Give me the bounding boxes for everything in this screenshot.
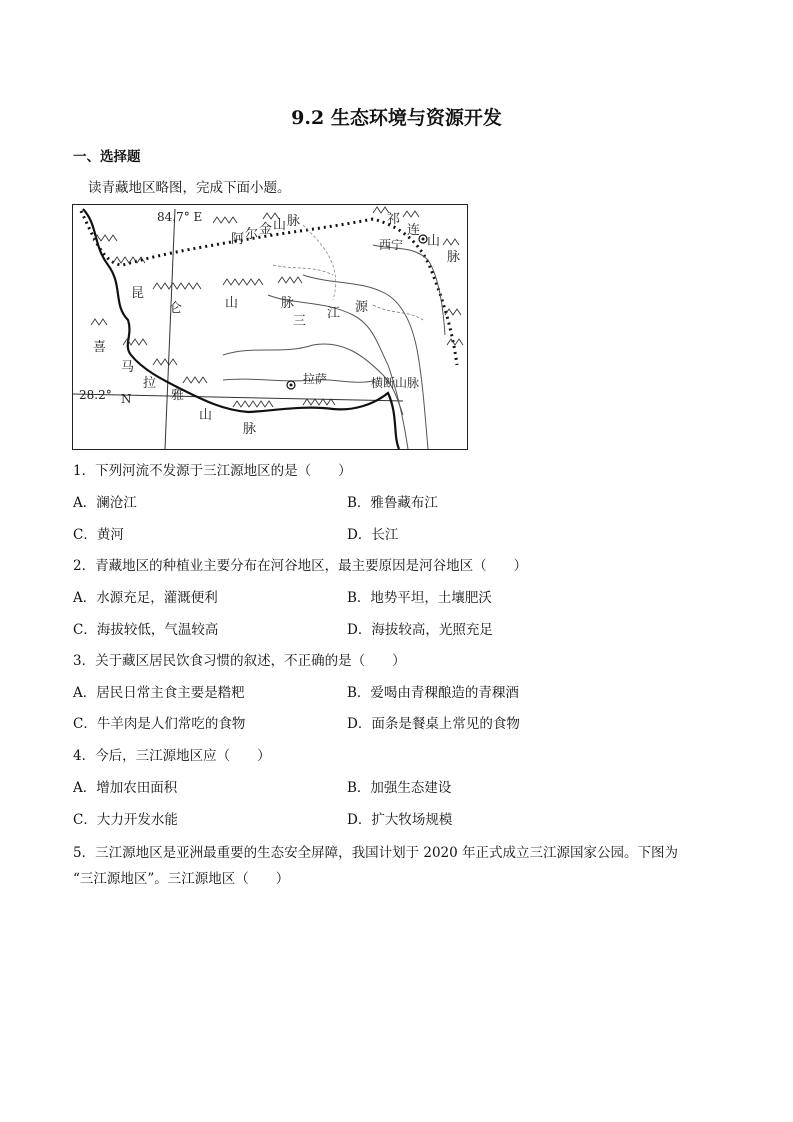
q2-option-d[interactable]: D．海拔较高，光照充足 <box>347 622 493 638</box>
map-drawing <box>73 205 467 449</box>
q2-option-b[interactable]: B．地势平坦，土壤肥沃 <box>347 590 492 606</box>
label-qilian-1: 祁 <box>387 212 401 227</box>
q2-option-c[interactable]: C．海拔较低，气温较高 <box>73 622 219 638</box>
label-aerjin-2: 尔 <box>245 227 259 242</box>
label-sanjiangyuan-1: 三 <box>293 314 307 329</box>
q3-option-c[interactable]: C．牛羊肉是人们常吃的食物 <box>73 716 246 732</box>
q3-option-a[interactable]: A．居民日常主食主要是糌粑 <box>73 685 245 701</box>
q1-option-d[interactable]: D．长江 <box>347 527 399 543</box>
q4-option-a[interactable]: A．增加农田面积 <box>73 780 178 796</box>
label-ximalaya-4: 雅 <box>171 388 185 403</box>
q4-option-c[interactable]: C．大力开发水能 <box>73 812 178 828</box>
question-1-stem: 1．下列河流不发源于三江源地区的是（ ） <box>73 463 352 479</box>
map-longitude-label: 84.7° E <box>157 210 203 224</box>
question-5-line-1: 5．三江源地区是亚洲最重要的生态安全屏障，我国计划于 2020 年正式成立三江源国家公园。下图为 <box>73 845 679 861</box>
question-2-stem: 2．青藏地区的种植业主要分布在河谷地区，最主要原因是河谷地区（ ） <box>73 558 528 574</box>
label-ximalaya-1: 喜 <box>93 340 107 355</box>
map-latitude-value: 28.2° <box>79 388 112 402</box>
label-qilian-2: 连 <box>407 223 421 238</box>
label-lasa: 拉萨 <box>303 372 328 386</box>
intro-text: 读青藏地区略图，完成下面小题。 <box>88 180 291 196</box>
q2-option-a[interactable]: A．水源充足，灌溉便利 <box>73 590 218 606</box>
q1-option-a[interactable]: A．澜沧江 <box>73 495 137 511</box>
label-ximalaya-2: 马 <box>121 360 135 375</box>
label-sanjiangyuan-3: 源 <box>355 300 369 315</box>
q4-option-d[interactable]: D．扩大牧场规模 <box>347 812 453 828</box>
question-5-stem <box>73 840 733 892</box>
label-kunlun-2: 仑 <box>169 301 183 316</box>
lasa-marker <box>287 381 295 389</box>
question-3-stem: 3．关于藏区居民饮食习惯的叙述，不正确的是（ ） <box>73 653 406 669</box>
q3-option-b[interactable]: B．爱喝由青稞酿造的青稞酒 <box>347 685 519 701</box>
label-qilian-3: 山 <box>427 234 441 249</box>
question-5-line-2: “三江源地区”。三江源地区（ ） <box>73 871 290 887</box>
q4-option-b[interactable]: B．加强生态建设 <box>347 780 452 796</box>
label-kunlun-4: 脉 <box>281 296 295 311</box>
label-aerjin-4: 山 <box>273 218 287 233</box>
label-hengduan: 横断山脉 <box>371 376 420 390</box>
q1-option-b[interactable]: B．雅鲁藏布江 <box>347 495 438 511</box>
section-heading: 一、选择题 <box>73 149 141 165</box>
label-xining: 西宁 <box>379 238 404 252</box>
xining-marker <box>419 235 427 243</box>
label-aerjin-1: 阿 <box>231 232 245 247</box>
label-aerjin-3: 金 <box>259 222 273 237</box>
label-ximalaya-5: 山 <box>199 408 213 423</box>
q3-option-d[interactable]: D．面条是餐桌上常见的食物 <box>347 716 520 732</box>
label-ximalaya-3: 拉 <box>143 376 157 391</box>
label-ximalaya-6: 脉 <box>243 422 257 437</box>
qingzang-map <box>72 204 468 450</box>
label-aerjin-5: 脉 <box>287 214 301 229</box>
label-kunlun-3: 山 <box>225 296 239 311</box>
map-latitude-dir: N <box>121 392 132 406</box>
q1-option-c[interactable]: C．黄河 <box>73 527 124 543</box>
label-qilian-4: 脉 <box>447 250 461 265</box>
page-title: 9.2 生态环境与资源开发 <box>291 107 502 129</box>
label-sanjiangyuan-2: 江 <box>327 306 341 321</box>
question-4-stem: 4．今后，三江源地区应（ ） <box>73 748 271 764</box>
label-kunlun-1: 昆 <box>131 286 145 301</box>
